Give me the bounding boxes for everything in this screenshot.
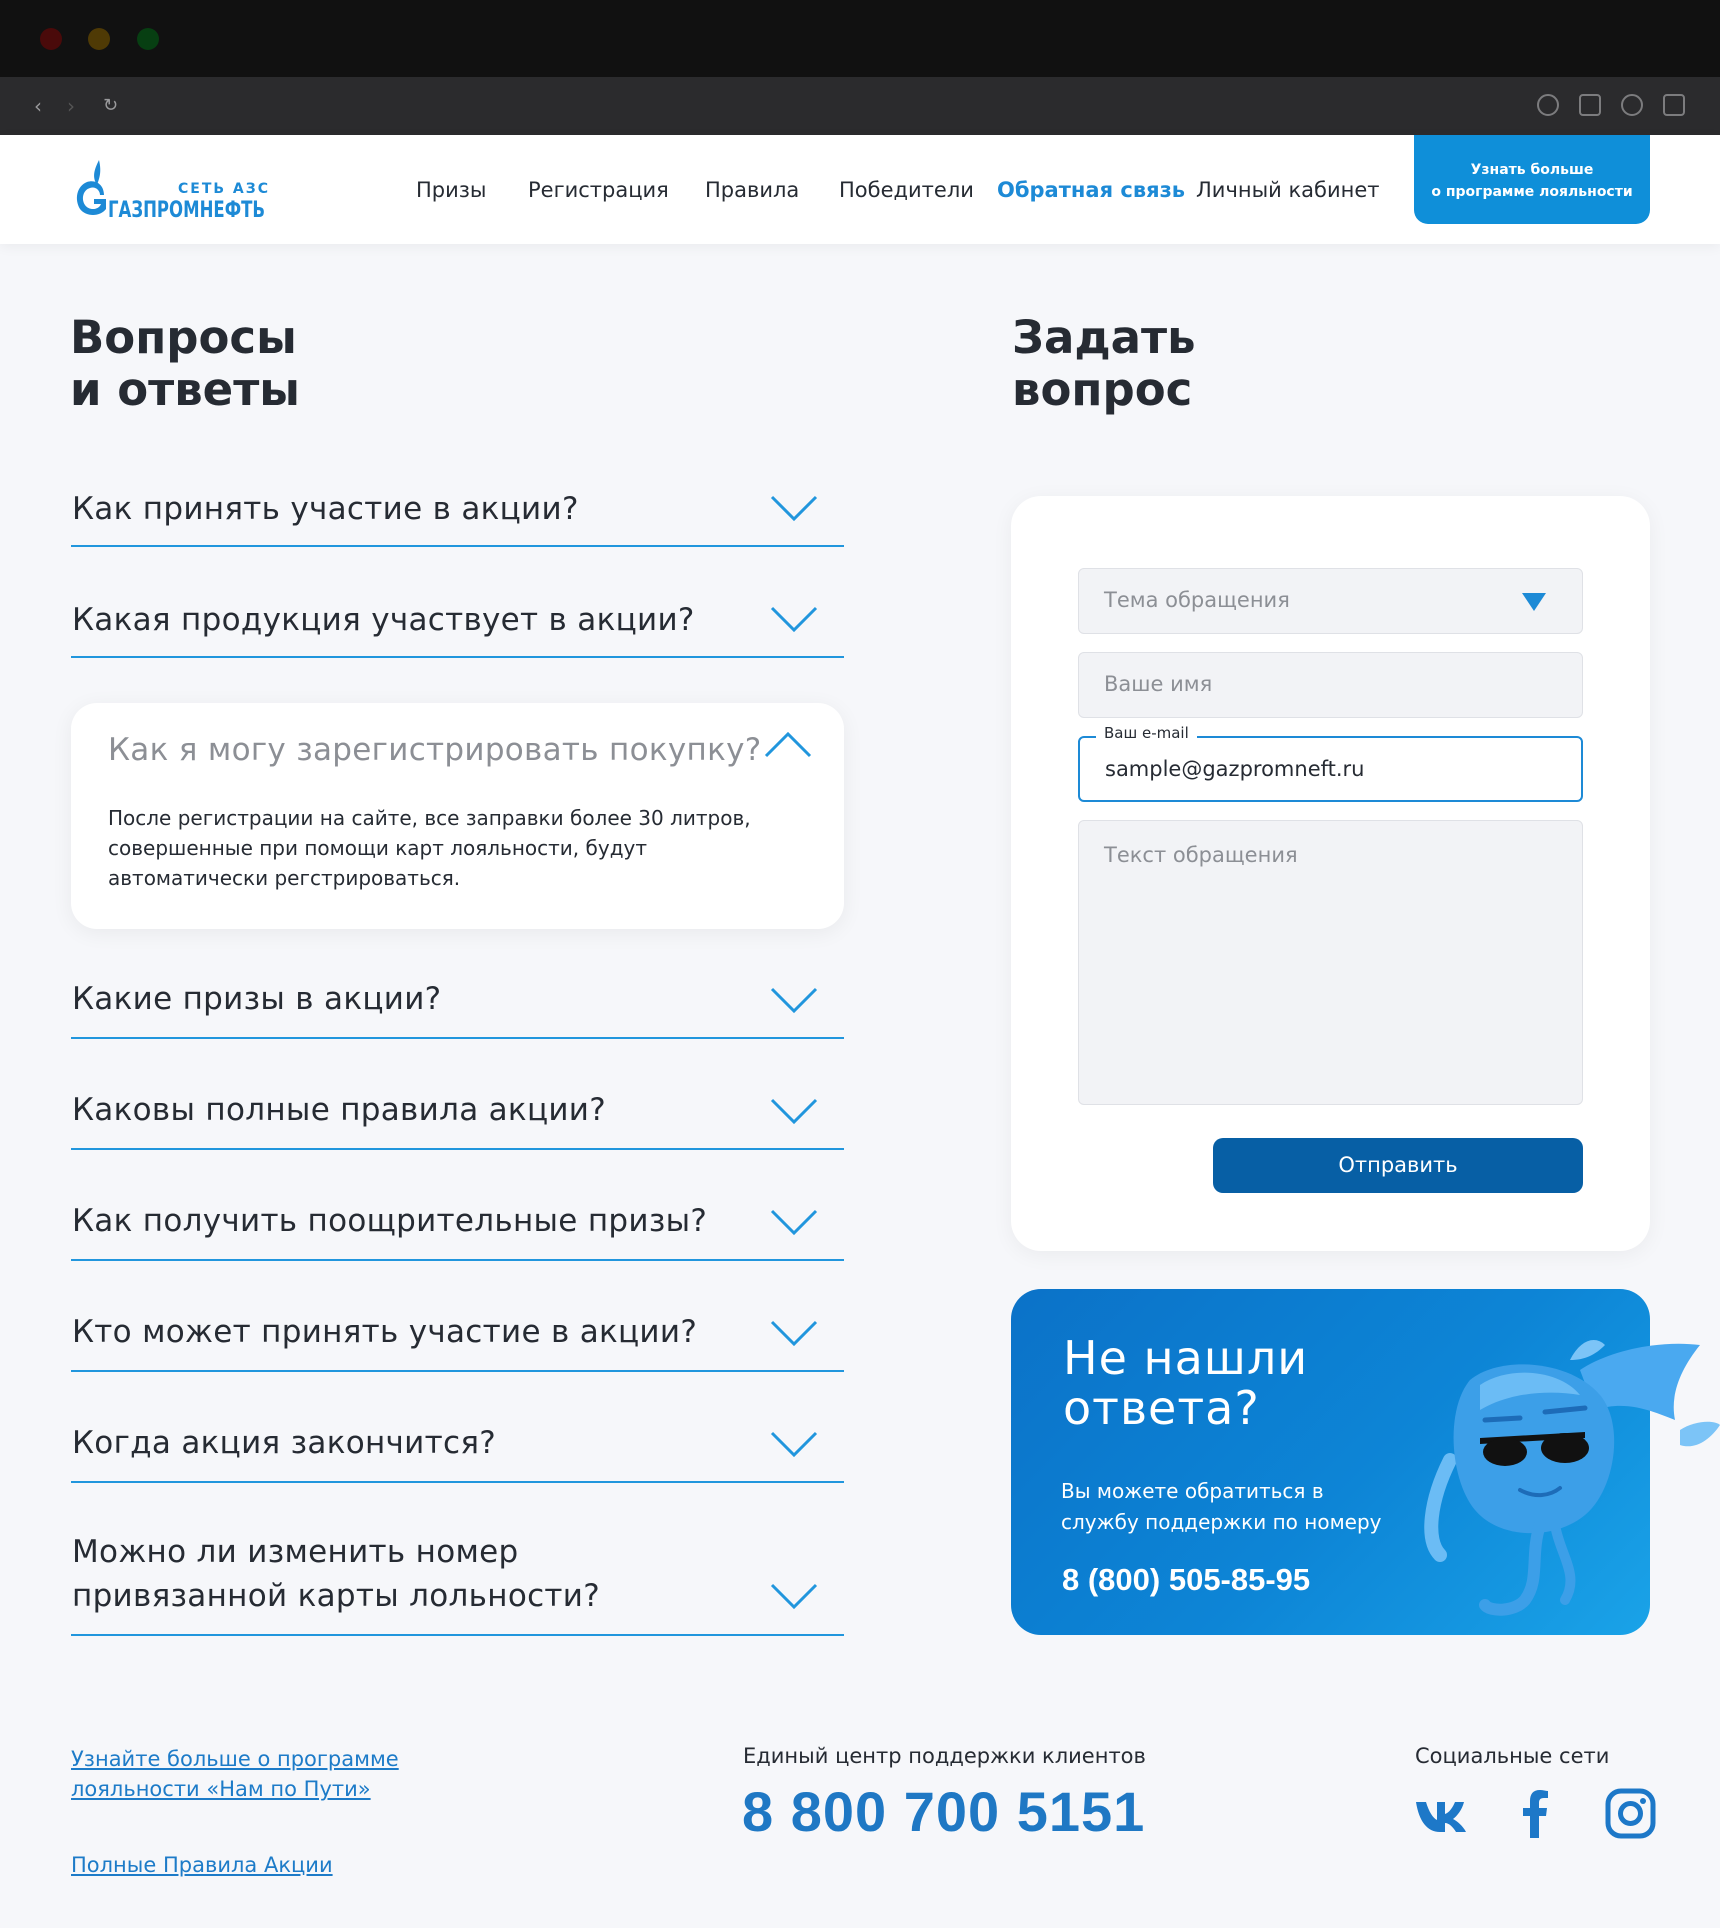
faq-item[interactable] — [71, 1303, 844, 1372]
faq-question: Как я могу зарегистрировать покупку? — [108, 732, 762, 768]
chevron-down-icon — [770, 1430, 818, 1458]
minimize-window-button[interactable] — [88, 28, 110, 50]
promo-title: Не нашли ответа? — [1063, 1331, 1309, 1435]
close-window-button[interactable] — [40, 28, 62, 50]
tabs-overview-icon[interactable] — [1663, 94, 1685, 116]
faq-question: Можно ли изменить номер привязанной карты лольности? — [72, 1534, 600, 1614]
support-center-label: Единый центр поддержки клиентов — [743, 1744, 1146, 1768]
faq-heading: Вопросы и ответы — [70, 311, 300, 416]
support-phone[interactable]: 8 800 700 5151 — [742, 1780, 1146, 1843]
logo-subtitle: СЕТЬ АЗС — [178, 181, 270, 197]
faq-question: Когда акция закончится? — [72, 1425, 497, 1461]
logo-flame-icon — [77, 181, 106, 215]
loyalty-program-link[interactable]: Узнайте больше о программе лояльности «Нам по Пути» — [71, 1747, 399, 1801]
topic-placeholder: Тема обращения — [1104, 588, 1290, 612]
share-icon[interactable] — [1579, 94, 1601, 116]
chevron-up-icon[interactable] — [764, 731, 812, 759]
faq-item[interactable] — [71, 478, 844, 547]
reload-icon[interactable]: ↻ — [103, 95, 119, 116]
sunglasses-right-lens — [1541, 1433, 1589, 1463]
faq-item[interactable] — [71, 589, 844, 658]
name-input[interactable] — [1078, 652, 1583, 718]
submit-button[interactable]: Отправить — [1213, 1138, 1583, 1193]
cta-line2: о программе лояльности — [1431, 184, 1633, 200]
chevron-down-icon — [770, 1208, 818, 1236]
nav-account[interactable]: Личный кабинет — [1196, 178, 1380, 202]
faq-question: Как получить поощрительные призы? — [72, 1203, 708, 1239]
nav-feedback[interactable]: Обратная связь — [997, 178, 1186, 202]
forward-icon[interactable]: › — [67, 94, 75, 118]
social-label: Социальные сети — [1415, 1744, 1610, 1768]
message-placeholder: Текст обращения — [1104, 843, 1298, 867]
browser-toolbar — [0, 77, 1720, 135]
faq-question: Как принять участие в акции? — [72, 491, 579, 527]
sunglasses-left-lens — [1483, 1438, 1527, 1466]
faq-question: Кто может принять участие в акции? — [72, 1314, 698, 1350]
instagram-icon[interactable] — [1603, 1788, 1658, 1840]
faq-question: Каковы полные правила акции? — [72, 1092, 607, 1128]
download-icon[interactable] — [1537, 94, 1559, 116]
logo-wordmark: ГАЗПРОМНЕФТЬ — [108, 198, 265, 223]
email-value: sample@gazpromneft.ru — [1105, 757, 1365, 781]
faq-question: Какая продукция участвует в акции? — [72, 602, 695, 638]
faq-item[interactable] — [71, 1081, 844, 1150]
gazpromneft-logo[interactable] — [70, 155, 270, 225]
loyalty-program-button[interactable] — [1414, 135, 1650, 224]
promo-phone[interactable]: 8 (800) 505-85-95 — [1062, 1562, 1311, 1597]
chevron-down-icon — [770, 1582, 818, 1610]
form-heading: Задать вопрос — [1012, 311, 1196, 416]
faq-answer: После регистрации на сайте, все заправки более 30 литров, совершенные при помощи карт лояльности, будут автоматически регстрироваться. — [108, 806, 751, 890]
cta-line1: Узнать больше — [1470, 162, 1594, 178]
new-tab-icon[interactable] — [1621, 94, 1643, 116]
chevron-down-icon — [770, 494, 818, 522]
nav-prizes[interactable]: Призы — [416, 178, 487, 202]
caret-down-icon — [1522, 593, 1546, 611]
nav-registration[interactable]: Регистрация — [528, 178, 669, 202]
maximize-window-button[interactable] — [137, 28, 159, 50]
back-icon[interactable]: ‹ — [34, 94, 42, 118]
faq-question: Какие призы в акции? — [72, 981, 442, 1017]
topic-select[interactable] — [1078, 568, 1583, 634]
faq-item-expanded[interactable] — [71, 703, 844, 929]
email-input[interactable] — [1078, 736, 1583, 802]
nav-winners[interactable]: Победители — [839, 178, 974, 202]
faq-item[interactable] — [71, 1525, 844, 1636]
promo-text: Вы можете обратиться в службу поддержки по номеру — [1061, 1479, 1382, 1534]
faq-item[interactable] — [71, 1414, 844, 1483]
message-textarea[interactable] — [1078, 820, 1583, 1105]
chevron-down-icon — [770, 605, 818, 633]
faq-item[interactable] — [71, 1192, 844, 1261]
facebook-icon[interactable] — [1508, 1788, 1563, 1840]
window-titlebar — [0, 0, 1720, 77]
email-label: Ваш e-mail — [1096, 724, 1197, 742]
chevron-down-icon — [770, 986, 818, 1014]
nav-rules[interactable]: Правила — [705, 178, 800, 202]
full-rules-link[interactable]: Полные Правила Акции — [71, 1853, 333, 1877]
chevron-down-icon — [770, 1097, 818, 1125]
faq-item[interactable] — [71, 970, 844, 1039]
vk-icon[interactable] — [1413, 1788, 1468, 1840]
mascot-illustration — [1380, 1300, 1720, 1630]
chevron-down-icon — [770, 1319, 818, 1347]
name-placeholder: Ваше имя — [1104, 672, 1213, 696]
